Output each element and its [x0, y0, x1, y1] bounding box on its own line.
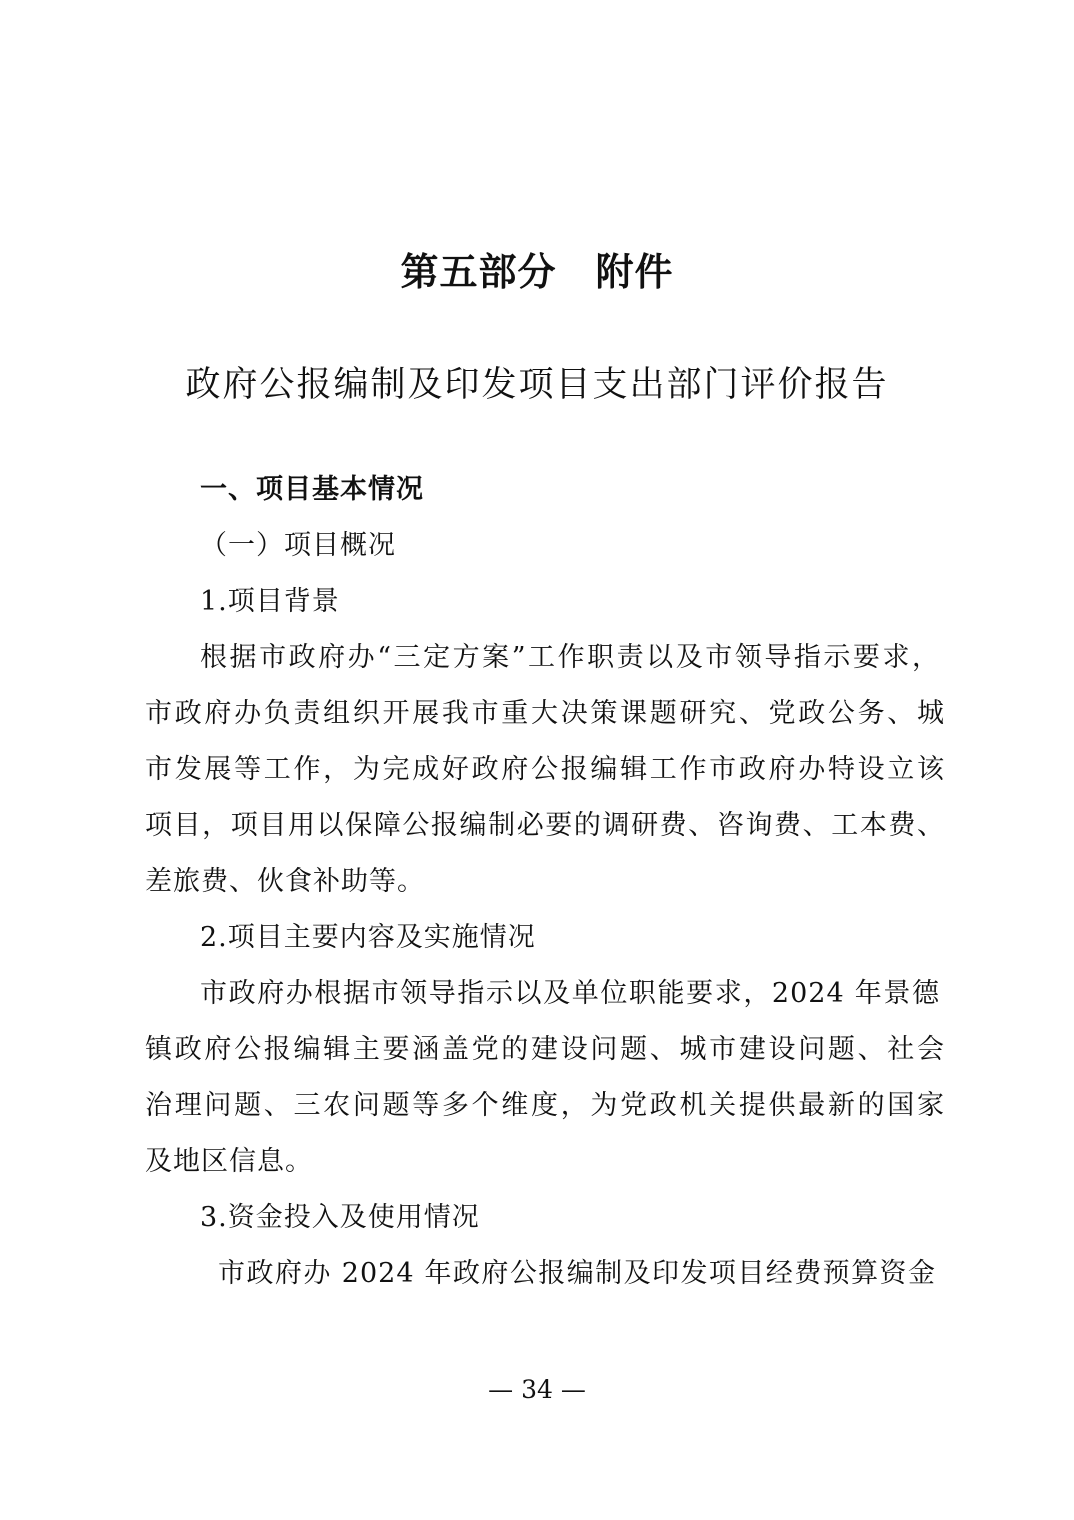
item-heading: 1.项目背景: [200, 586, 340, 617]
paragraph-line: 及地区信息。: [145, 1146, 313, 1177]
page-number: — 34 —: [488, 1375, 586, 1404]
paragraph-line: 市发展等工作，为完成好政府公报编辑工作市政府办特设立该: [145, 754, 945, 785]
paragraph-line: 项目，项目用以保障公报编制必要的调研费、咨询费、工本费、: [145, 810, 945, 841]
section-heading: 一、项目基本情况: [200, 474, 424, 505]
report-title: 政府公报编制及印发项目支出部门评价报告: [185, 365, 889, 405]
item-heading: 2.项目主要内容及实施情况: [200, 922, 536, 953]
paragraph-line: 差旅费、伙食补助等。: [145, 866, 425, 897]
subsection-heading: （一）项目概况: [200, 530, 396, 561]
item-heading: 3.资金投入及使用情况: [200, 1202, 480, 1233]
paragraph-line: 市政府办 2024 年政府公报编制及印发项目经费预算资金: [218, 1258, 936, 1289]
paragraph-line: 治理问题、三农问题等多个维度，为党政机关提供最新的国家: [145, 1090, 945, 1121]
paragraph-line: 市政府办根据市领导指示以及单位职能要求，2024 年景德: [200, 978, 940, 1009]
paragraph-line: 根据市政府办“三定方案”工作职责以及市领导指示要求，: [200, 642, 940, 673]
paragraph-line: 市政府办负责组织开展我市重大决策课题研究、党政公务、城: [145, 698, 945, 729]
paragraph-line: 镇政府公报编辑主要涵盖党的建设问题、城市建设问题、社会: [145, 1034, 945, 1065]
part-title: 第五部分 附件: [400, 250, 674, 294]
